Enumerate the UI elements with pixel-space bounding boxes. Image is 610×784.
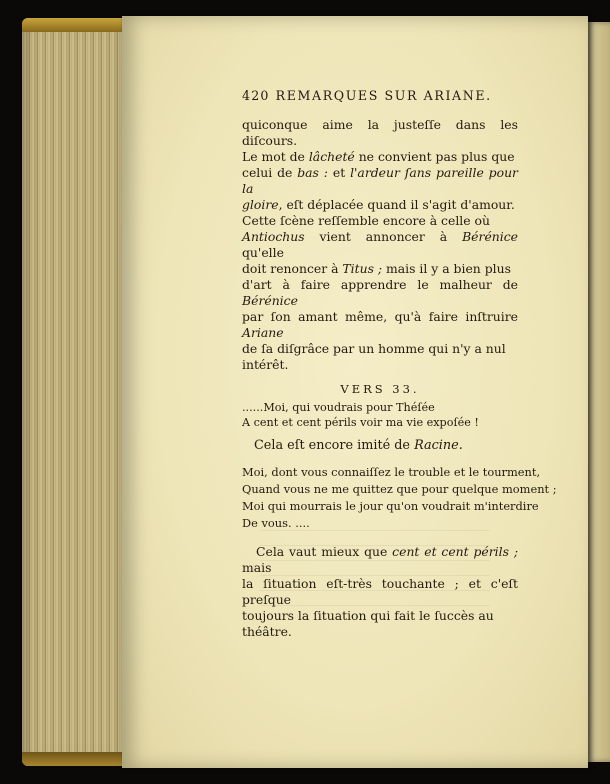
text-span: Le mot de [242, 149, 309, 164]
text-line [242, 197, 518, 213]
page-number: 420 [242, 88, 270, 103]
italic-span: lâcheté [308, 149, 355, 164]
text-line [242, 229, 518, 261]
verse-line: Moi qui mourrais le jour qu'on voudrait m'interdire [242, 499, 539, 513]
text-line [242, 357, 518, 373]
text-span: mais [242, 560, 272, 575]
page-text [242, 88, 557, 640]
text-line [242, 149, 518, 165]
text-span: mais il y a bien plus [382, 261, 511, 276]
racine-quotation [242, 464, 557, 532]
book-page-edges [22, 18, 128, 766]
text-span: Cela vaut mieux que [256, 544, 393, 559]
text-line [242, 309, 518, 341]
verse-line: Moi, dont vous connaiſſez le trouble et le tourment, [242, 465, 541, 479]
text-span: de ſa diſgrâce par un homme qui n'y a nul [242, 341, 506, 356]
text-span: et [327, 165, 351, 180]
text-line [242, 261, 518, 277]
gilt-edge-top [22, 18, 128, 32]
verse-line: Quand vous ne me quittez que pour quelque moment ; [242, 482, 557, 496]
text-span: Cette ſcène reſſemble encore à celle où [242, 213, 490, 228]
italic-span: bas : [297, 165, 328, 180]
italic-span: Racine. [414, 438, 463, 453]
text-span: quiconque aime la justeſſe dans les diſcours. [242, 117, 518, 148]
text-span: doit renoncer à [242, 261, 343, 276]
text-line [242, 165, 518, 197]
text-span: Cela eſt encore imité de [254, 438, 415, 453]
verse-line: De vous. .... [242, 516, 310, 530]
italic-span: Ariane [242, 325, 284, 340]
italic-span: l'ardeur ſans pareille pour la [242, 165, 518, 196]
italic-span: gloire [242, 197, 279, 212]
running-head [242, 88, 518, 104]
text-span: celui de [242, 165, 298, 180]
text-line [242, 341, 518, 357]
text-span: ne convient pas plus que [354, 149, 515, 164]
text-span: intérêt. [242, 357, 289, 372]
text-line [242, 213, 518, 229]
running-title: REMARQUES SUR ARIANE. [275, 88, 492, 103]
text-span: par ſon amant même, qu'à faire inſtruire [242, 309, 518, 324]
verse-line: A cent et cent périls voir ma vie expoſée ! [242, 415, 479, 429]
verse-line: ......Moi, qui voudrais pour Théſée [242, 401, 435, 414]
italic-span: Titus ; [342, 261, 383, 276]
text-span: qu'elle [242, 245, 284, 260]
text-span: , eſt déplacée quand il s'agit d'amour. [278, 197, 515, 212]
gilt-edge-bottom [22, 752, 128, 766]
verse-heading: VERS 33. [340, 382, 420, 396]
facing-page-edge [588, 22, 610, 762]
italic-span: cent et cent périls ; [392, 544, 518, 559]
text-span: d'art à faire apprendre le malheur de [242, 277, 518, 292]
italic-span: Bérénice [242, 293, 298, 308]
text-span: vient annoncer à [304, 229, 463, 244]
italic-span: Bérénice [462, 229, 518, 244]
imitation-note [254, 438, 518, 454]
quoted-verse [242, 401, 518, 430]
paragraph-1 [242, 117, 518, 373]
text-span: toujours la ſituation qui fait le ſuccès au [242, 608, 494, 623]
text-span: la ſituation eſt-très touchante ; et c'eſt preſque [242, 576, 518, 607]
text-line [242, 576, 518, 608]
final-paragraph [242, 544, 518, 640]
text-span: théâtre. [242, 624, 292, 639]
text-line [242, 608, 518, 624]
text-line [242, 544, 518, 576]
text-line [242, 117, 518, 149]
text-line [242, 277, 518, 309]
text-line [242, 624, 518, 640]
italic-span: Antiochus [242, 229, 305, 244]
